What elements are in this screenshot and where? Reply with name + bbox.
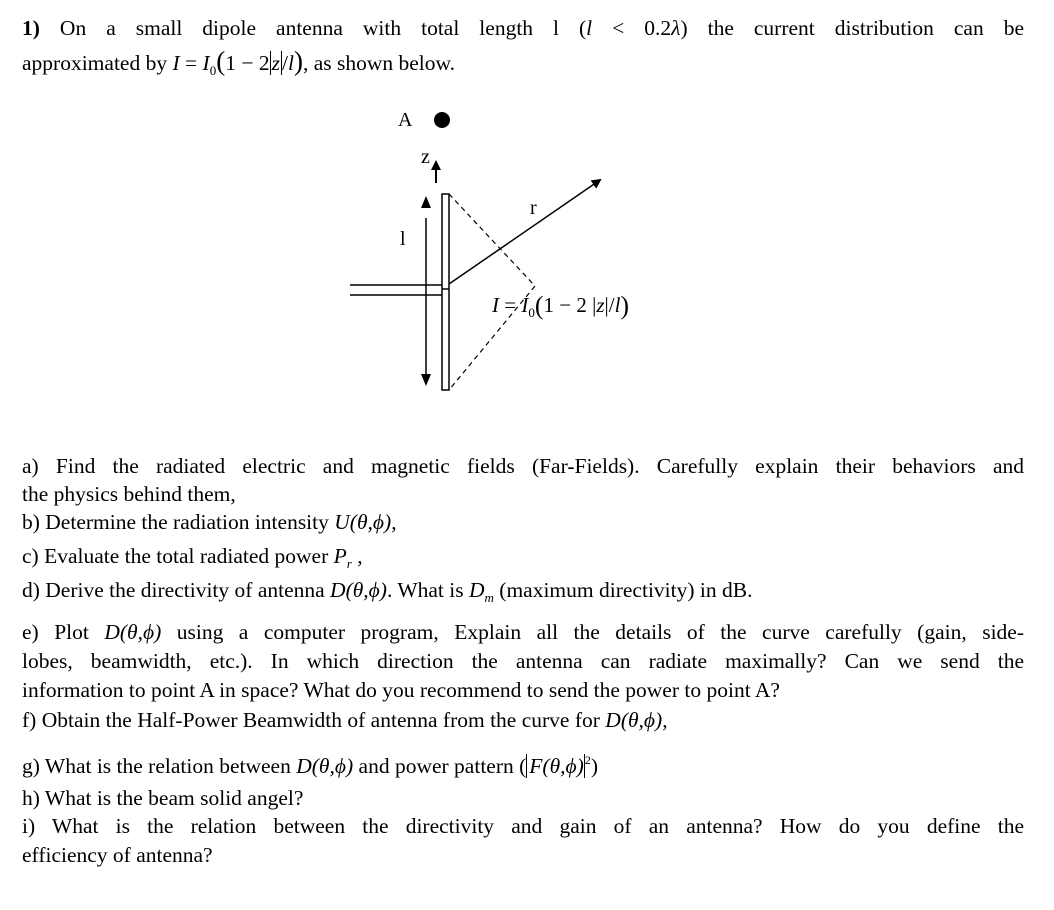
dipole-element [442,194,449,390]
current-formula: $I = I_0(1 - 2z/l)$ [172,46,303,78]
dipole-diagram [0,0,1054,420]
point-a-label: A [398,109,413,131]
question-f: f) Obtain the Half-Power Beamwidth of antenna from the curve for D(θ,ϕ), [22,708,668,732]
question-c: c) Evaluate the total radiated power $P_r$ , [22,544,363,571]
problem-line-1: 1) On a small dipole antenna with total length l (l < 0.2λ) the current distribution can be [22,16,1024,40]
length-arrow-top-icon [421,196,431,208]
question-d: d) Derive the directivity of antenna D(θ,ϕ). What is $D_m$ (maximum directivity) in dB. [22,578,753,605]
question-i-line-2: efficiency of antenna? [22,843,213,867]
problem-number: 1) [22,16,40,40]
question-e-line-3: information to point A in space? What do you recommend to send the power to point A? [22,678,780,702]
length-label: l [400,228,406,250]
z-axis-label: z [421,146,430,168]
r-label: r [530,197,537,219]
question-h: h) What is the beam solid angel? [22,786,304,810]
current-formula-label: $I = I_0(1 - 2$ |z|/l) [492,291,630,320]
question-i-line-1: i) What is the relation between the directivity and gain of an antenna? How do you define the [22,814,1024,838]
problem-line-2: approximated by $I = I_0(1 - 2z/l)$, as shown below. [22,46,456,78]
current-distribution-dashed [449,194,535,390]
length-arrow-bottom-icon [421,374,431,386]
point-a-dot [434,112,450,128]
question-e-line-1: e) Plot D(θ,ϕ) using a computer program, Explain all the details of the curve carefully (gain, side- [22,620,1024,644]
question-g: g) What is the relation between D(θ,ϕ) and power pattern ( $F(\theta,\phi)^2$) [22,753,598,778]
question-e-line-2: lobes, beamwidth, etc.). In which direction the antenna can radiate maximally? Can we send the [22,649,1024,673]
question-a-line-2: the physics behind them, [22,482,236,506]
question-a-line-1: a) Find the radiated electric and magnetic fields (Far-Fields). Carefully explain their behaviors and [22,454,1024,478]
r-vector-arrow [449,180,600,284]
question-b: b) Determine the radiation intensity U(θ,ϕ), [22,510,397,534]
